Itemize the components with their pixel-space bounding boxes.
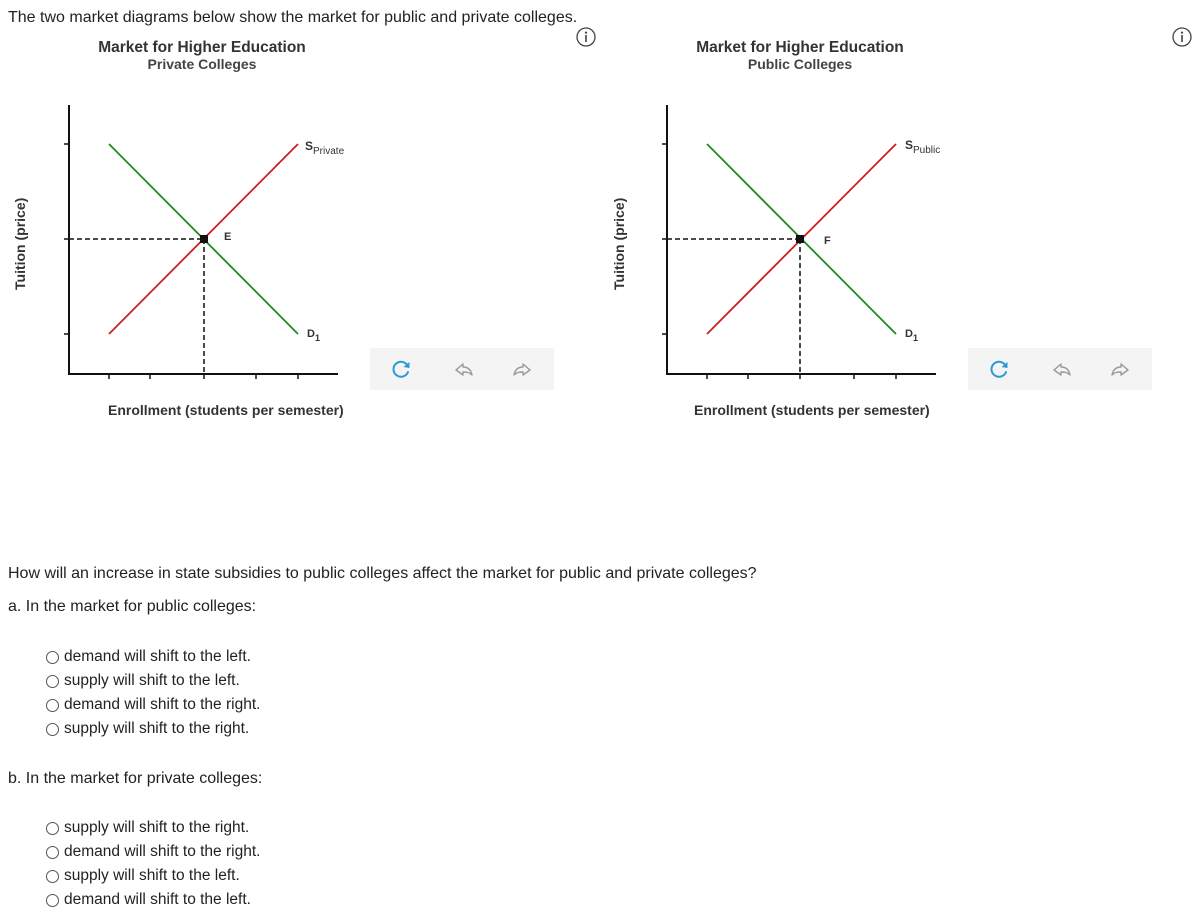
equilibrium-point-f[interactable] bbox=[796, 235, 804, 243]
supply-label-main: S bbox=[905, 138, 914, 152]
part-b-option-4[interactable] bbox=[46, 890, 260, 910]
demand-label-sub: 1 bbox=[314, 333, 320, 343]
option-text: demand will shift to the right. bbox=[64, 843, 261, 860]
demand-label-sub: 1 bbox=[912, 333, 918, 343]
supply-label-sub: Public bbox=[913, 145, 941, 156]
chart-title-private: Market for Higher Education bbox=[98, 39, 306, 56]
part-b-label: b. In the market for private colleges: bbox=[8, 770, 263, 787]
redo-icon[interactable] bbox=[508, 354, 538, 384]
part-b-options bbox=[46, 818, 260, 910]
option-text: demand will shift to the right. bbox=[64, 696, 261, 713]
supply-label-public bbox=[905, 138, 940, 156]
radio-button[interactable] bbox=[46, 894, 59, 907]
radio-button[interactable] bbox=[46, 723, 59, 736]
equilibrium-label-f: F bbox=[824, 235, 831, 247]
undo-icon[interactable] bbox=[448, 354, 478, 384]
option-text: supply will shift to the left. bbox=[64, 672, 240, 689]
option-text: demand will shift to the left. bbox=[64, 891, 251, 908]
undo-icon[interactable] bbox=[1046, 354, 1076, 384]
radio-button[interactable] bbox=[46, 822, 59, 835]
y-axis-label-private: Tuition (price) bbox=[12, 197, 28, 290]
option-text: supply will shift to the left. bbox=[64, 867, 240, 884]
part-b-option-1[interactable] bbox=[46, 818, 260, 838]
x-axis-label-public: Enrollment (students per semester) bbox=[694, 402, 930, 418]
radio-button[interactable] bbox=[46, 846, 59, 859]
x-axis-label-private: Enrollment (students per semester) bbox=[108, 402, 344, 418]
demand-label-private bbox=[307, 328, 320, 343]
demand-label-main: D bbox=[307, 328, 315, 340]
demand-label-public bbox=[905, 328, 918, 343]
supply-label-sub: Private bbox=[313, 146, 345, 157]
intro-text: The two market diagrams below show the market for public and private colleges. bbox=[8, 9, 578, 26]
redo-icon[interactable] bbox=[1106, 354, 1136, 384]
supply-label-private bbox=[305, 139, 345, 157]
chart-subtitle-public: Public Colleges bbox=[747, 56, 853, 72]
radio-button[interactable] bbox=[46, 699, 59, 712]
question-prompt: How will an increase in state subsidies to public colleges affect the market for public and private colleges? bbox=[8, 565, 757, 582]
chart-subtitle-private: Private Colleges bbox=[147, 56, 257, 72]
equilibrium-label-e: E bbox=[224, 231, 232, 243]
part-a-options bbox=[46, 647, 260, 739]
part-a-option-2[interactable] bbox=[46, 671, 260, 691]
demand-label-main: D bbox=[905, 328, 913, 340]
radio-button[interactable] bbox=[46, 675, 59, 688]
reset-icon[interactable] bbox=[386, 354, 416, 384]
equilibrium-point-e[interactable] bbox=[200, 235, 208, 243]
part-a-option-4[interactable] bbox=[46, 719, 260, 739]
option-text: supply will shift to the right. bbox=[64, 720, 250, 737]
reset-icon[interactable] bbox=[984, 354, 1014, 384]
part-a-option-1[interactable] bbox=[46, 647, 260, 667]
part-b-option-3[interactable] bbox=[46, 866, 260, 886]
chart-title-public: Market for Higher Education bbox=[696, 39, 904, 56]
market-diagram-public[interactable] bbox=[600, 0, 1200, 400]
part-b-option-2[interactable] bbox=[46, 842, 260, 862]
graph-toolbar-public bbox=[968, 348, 1152, 390]
market-diagram-private[interactable] bbox=[0, 0, 600, 400]
option-text: supply will shift to the right. bbox=[64, 819, 250, 836]
option-text: demand will shift to the left. bbox=[64, 648, 251, 665]
y-axis-label-public: Tuition (price) bbox=[611, 197, 627, 290]
radio-button[interactable] bbox=[46, 651, 59, 664]
supply-label-main: S bbox=[305, 139, 314, 153]
graph-toolbar-private bbox=[370, 348, 554, 390]
part-a-option-3[interactable] bbox=[46, 695, 260, 715]
part-a-label: a. In the market for public colleges: bbox=[8, 598, 257, 615]
radio-button[interactable] bbox=[46, 870, 59, 883]
